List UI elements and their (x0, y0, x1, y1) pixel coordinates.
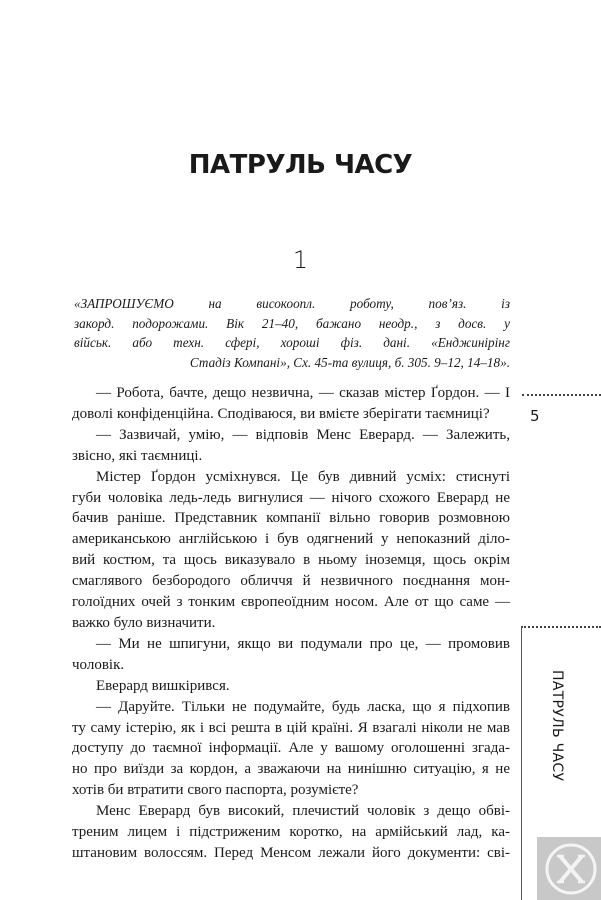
chapter-title: ПАТРУЛЬ ЧАСУ (188, 150, 413, 180)
body-line: треним лицем і підстриженим коротко, на армійський лад, ка- (72, 824, 510, 841)
body-line: губи чоловіка ледь-ледь вигнулися — нічого схожого Еверард не (72, 489, 510, 506)
body-line: — Ми не шпигуни, якщо ви подумали про це, — промовив (96, 635, 510, 652)
epigraph-line: Стадіз Компані», Сх. 45-та вулиця, б. 305. 9–12, 14–18». (189, 354, 510, 370)
body-line: доступу до таємної інформації. Але у вашому оголошенні згада- (72, 740, 510, 757)
body-line: бачив раніше. Представник компанії вільно говорив розмовною (72, 510, 510, 527)
body-line: вий костюм, та щось виказувало в ньому іноземця, щось окрім (72, 552, 510, 569)
body-line: — Зазвичай, умію, — відповів Менс Еверард. — Залежить, (96, 426, 510, 443)
body-line: хотів би втратити свого паспорта, розумієте? (72, 782, 359, 799)
body-line: важко було визначити. (72, 614, 216, 631)
body-line: звісно, які таємниці. (72, 447, 203, 464)
epigraph-line: закорд. подорожами. Вік 21–40, бажано неодр., з досв. у (74, 315, 510, 331)
section-number: 1 (292, 246, 309, 274)
body-line: Менс Еверард був високий, плечистий чоловік з дещо обві- (96, 803, 510, 820)
epigraph-line: військ. або техн. сфері, хороші фіз. дані. «Енджинірінг (74, 335, 510, 350)
page-number-divider (522, 394, 601, 396)
body-line: — Даруйте. Тільки не подумайте, будь ласка, що я підхопив (96, 698, 510, 715)
side-tab-label: ПАТРУЛЬ ЧАСУ (549, 670, 565, 782)
page-number: 5 (530, 407, 540, 425)
body-line: смаглявого безбородого обличчя й незвичного поєднання мон- (72, 573, 510, 590)
epigraph (74, 294, 510, 372)
x-circle-logo-svg (543, 841, 599, 897)
body-line: ту саму істерію, як і всі решта в цій країні. Я взагалі ніколи не мав (72, 719, 510, 736)
body-line: голоїдних очей з тонким європеоїдним носом. Але от що саме — (72, 594, 510, 611)
body-line: — Робота, бачте, дещо незвична, — сказав містер Ґордон. — І (96, 385, 510, 401)
body-line: Еверард вишкірився. (96, 677, 230, 694)
x-circle-logo-icon (537, 837, 601, 900)
body-line: доволі конфіденційна. Сподіваюся, ви вмієте зберігати таємниці? (72, 405, 490, 422)
body-line: чоловік. (72, 656, 125, 673)
body-line: Містер Ґордон усміхнувся. Це був дивний усміх: стиснуті (96, 468, 510, 485)
body-line: штановим волоссям. Перед Менсом лежали його документи: сві- (72, 844, 510, 861)
epigraph-line: «ЗАПРОШУЄМО на високоопл. роботу, пов’яз. із (74, 296, 510, 311)
body-text (72, 383, 510, 864)
body-line: но про виїзди за кордон, а зважаючи на нинішню ситуацію, я не (72, 761, 510, 778)
body-line: американською англійською і був одягнений у непоказний діло- (72, 531, 510, 548)
